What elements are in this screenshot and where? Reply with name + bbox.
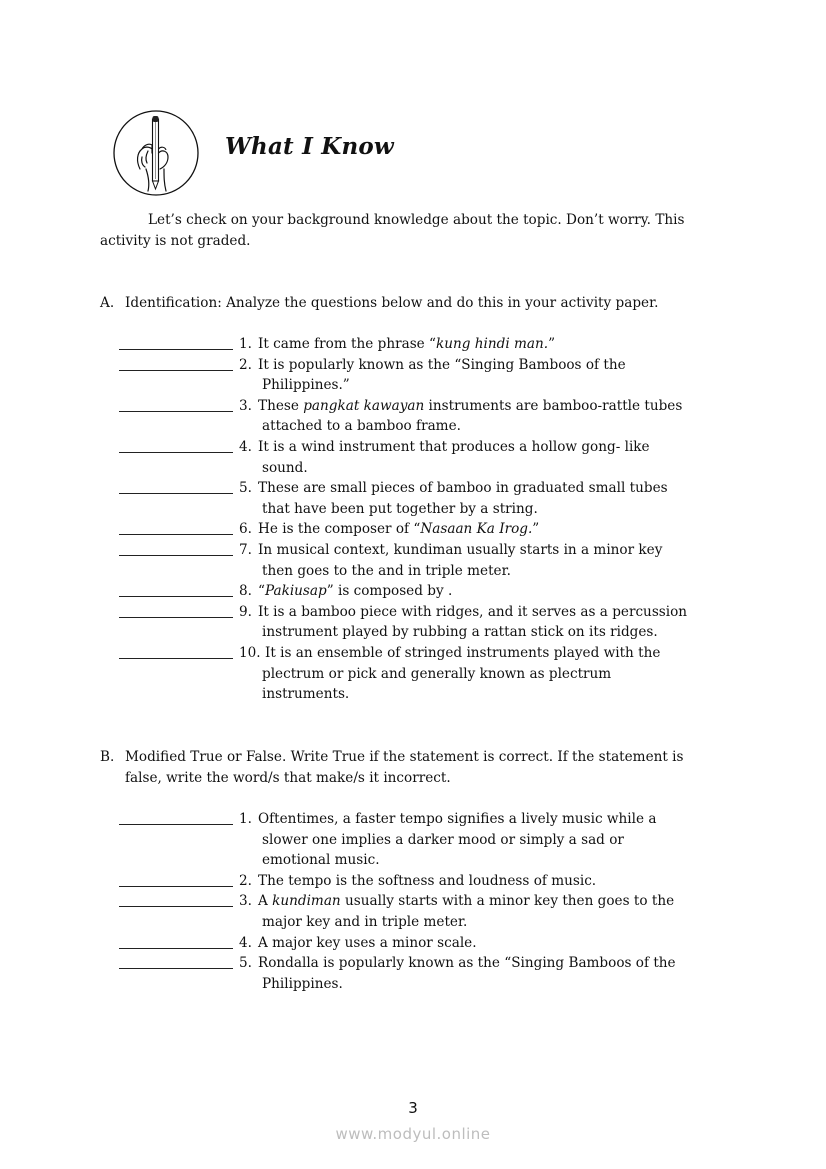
intro-paragraph — [100, 210, 740, 251]
question-emphasis: kundiman — [272, 893, 341, 910]
question-text: “ — [258, 583, 265, 600]
question-text-continued: emotional music. — [262, 852, 380, 869]
question-item — [119, 334, 739, 355]
question-number: 4. — [239, 934, 252, 951]
section-instruction: Identification: Analyze the questions below and do this in your activity paper. — [125, 295, 659, 311]
question-text-continued: Philippines.” — [262, 377, 350, 394]
question-number: 6. — [239, 521, 252, 538]
section-instruction: Modified True or False. Write True if the statement is correct. If the statement is — [125, 749, 684, 765]
question-number: 5. — [239, 955, 252, 972]
question-item — [119, 891, 739, 932]
question-item — [119, 809, 739, 871]
question-emphasis: Nasaan Ka Irog. — [420, 521, 533, 538]
intro-line: Let’s check on your background knowledge about the topic. Don’t worry. This — [148, 212, 685, 228]
question-item — [119, 437, 739, 478]
question-emphasis: kung hindi man. — [436, 336, 549, 352]
question-text: Rondalla is popularly known as the “Singing Bamboos of the — [258, 955, 676, 972]
question-text: It is an ensemble of stringed instruments played with the — [265, 644, 661, 661]
question-text: These are small pieces of bamboo in graduated small tubes — [258, 480, 668, 497]
answer-blank[interactable] — [119, 906, 233, 907]
question-text: instruments are bamboo-rattle tubes — [424, 397, 683, 414]
question-item — [119, 478, 739, 519]
question-emphasis: Pakiusap — [264, 583, 327, 600]
answer-blank[interactable] — [119, 886, 233, 887]
section-header — [112, 105, 200, 200]
question-text: ” is composed by . — [326, 583, 453, 600]
question-number: 9. — [239, 603, 252, 620]
question-text-continued: instruments. — [262, 686, 350, 703]
question-text: ” — [548, 336, 556, 352]
question-number: 7. — [239, 541, 252, 558]
question-item — [119, 355, 739, 396]
question-number: 3. — [239, 893, 252, 910]
question-text: usually starts with a minor key then goes to the — [340, 893, 675, 910]
answer-blank[interactable] — [119, 596, 233, 597]
intro-line: activity is not graded. — [100, 232, 251, 249]
question-number: 1. — [239, 336, 252, 352]
question-text: He is the composer of “ — [258, 521, 421, 538]
question-text-continued: then goes to the and in triple meter. — [262, 562, 511, 579]
question-text: It came from the phrase “ — [258, 336, 436, 352]
question-item — [119, 871, 739, 892]
answer-blank[interactable] — [119, 555, 233, 556]
section-a-items — [119, 334, 739, 705]
question-item — [119, 396, 739, 437]
answer-blank[interactable] — [119, 370, 233, 371]
answer-blank[interactable] — [119, 824, 233, 825]
question-text: It is a wind instrument that produces a hollow gong- like — [258, 438, 650, 455]
hand-holding-pencil-icon — [112, 109, 200, 197]
question-text-continued: sound. — [262, 459, 308, 476]
answer-blank[interactable] — [119, 948, 233, 949]
question-text: Oftentimes, a faster tempo signifies a lively music while a — [258, 811, 657, 827]
answer-blank[interactable] — [119, 968, 233, 969]
page-title: What I Know — [225, 133, 394, 160]
answer-blank[interactable] — [119, 452, 233, 453]
question-text: The tempo is the softness and loudness of music. — [258, 872, 597, 889]
question-number: 5. — [239, 480, 252, 497]
question-item — [119, 643, 739, 705]
question-number: 3. — [239, 397, 252, 414]
question-number: 8. — [239, 583, 252, 600]
question-item — [119, 933, 739, 954]
question-number: 2. — [239, 356, 252, 373]
section-a-instruction — [100, 293, 740, 314]
question-number: 2. — [239, 872, 252, 889]
question-item — [119, 581, 739, 602]
watermark: www.modyul.online — [335, 1125, 491, 1143]
question-item — [119, 519, 739, 540]
page-number: 3 — [408, 1099, 418, 1117]
answer-blank[interactable] — [119, 617, 233, 618]
question-text: In musical context, kundiman usually starts in a minor key — [258, 541, 663, 558]
question-text-continued: slower one implies a darker mood or simply a sad or — [262, 831, 624, 848]
question-text: It is a bamboo piece with ridges, and it serves as a percussion — [258, 603, 688, 620]
question-item — [119, 953, 739, 994]
section-b-items — [119, 809, 739, 994]
question-text: ” — [532, 521, 540, 538]
question-text-continued: instrument played by rubbing a rattan stick on its ridges. — [262, 624, 658, 641]
question-text: A major key uses a minor scale. — [258, 934, 477, 951]
answer-blank[interactable] — [119, 411, 233, 412]
answer-blank[interactable] — [119, 658, 233, 659]
question-text: A — [258, 893, 273, 910]
section-b-instruction — [100, 747, 740, 788]
section-letter: B. — [100, 749, 115, 765]
answer-blank[interactable] — [119, 534, 233, 535]
answer-blank[interactable] — [119, 349, 233, 350]
question-text-continued: that have been put together by a string. — [262, 500, 538, 517]
question-text: It is popularly known as the “Singing Bamboos of the — [258, 356, 626, 373]
section-instruction-continued: false, write the word/s that make/s it incorrect. — [125, 769, 451, 786]
question-item — [119, 602, 739, 643]
answer-blank[interactable] — [119, 493, 233, 494]
question-text-continued: Philippines. — [262, 975, 343, 992]
question-number: 10. — [239, 644, 261, 661]
question-emphasis: pangkat kawayan — [303, 397, 425, 414]
question-text: These — [258, 397, 304, 414]
question-number: 1. — [239, 811, 252, 827]
section-letter: A. — [100, 295, 115, 311]
question-text-continued: plectrum or pick and generally known as plectrum — [262, 665, 612, 682]
question-text-continued: attached to a bamboo frame. — [262, 418, 461, 435]
question-item — [119, 540, 739, 581]
question-text-continued: major key and in triple meter. — [262, 913, 468, 930]
question-number: 4. — [239, 438, 252, 455]
